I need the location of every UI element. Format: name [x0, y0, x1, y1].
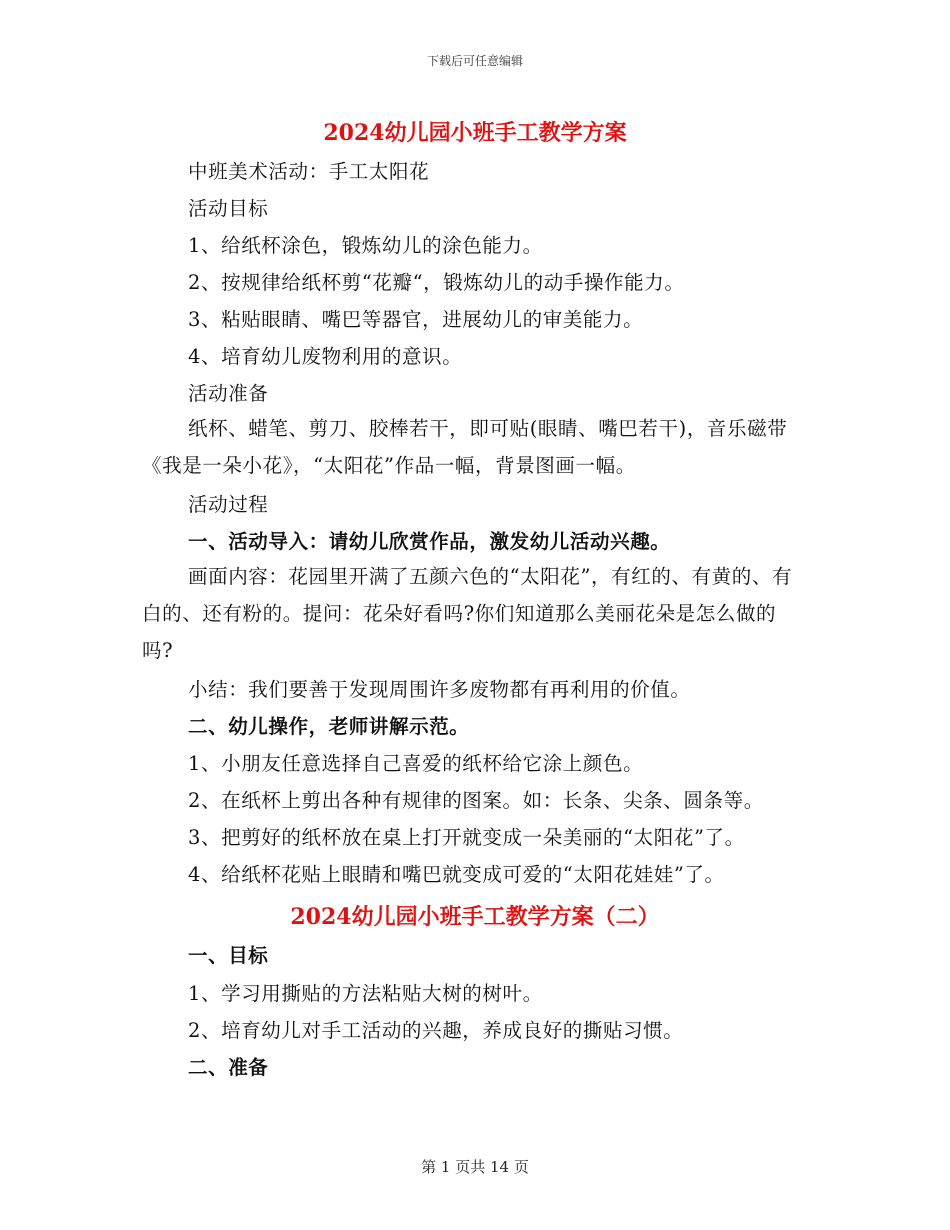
bold-heading: 一、活动导入：请幼儿欣赏作品，激发幼儿活动兴趣。: [188, 530, 671, 553]
section-heading: 活动过程: [188, 493, 269, 516]
section-title: 2024幼儿园小班手工教学方案（二）: [290, 904, 660, 930]
list-item: 1、给纸杯涂色，锻炼幼儿的涂色能力。: [188, 234, 543, 257]
list-item: 3、把剪好的纸杯放在桌上打开就变成一朵美丽的“太阳花”了。: [188, 826, 745, 849]
section-heading: 活动准备: [188, 382, 269, 405]
list-item: 2、培育幼儿对手工活动的兴趣，养成良好的撕贴习惯。: [188, 1019, 684, 1042]
list-item: 1、小朋友任意选择自己喜爱的纸杯给它涂上颜色。: [188, 752, 644, 775]
list-item: 4、培育幼儿废物利用的意识。: [188, 345, 463, 368]
bold-heading: 二、幼儿操作，老师讲解示范。: [188, 715, 470, 738]
paragraph: 画面内容：花园里开满了五颜六色的“太阳花”，有红的、有黄的、有白的、还有粉的。提问：花朵好看吗?你们知道那么美丽花朵是怎么做的吗?: [142, 565, 793, 662]
document-title: 2024幼儿园小班手工教学方案: [323, 120, 627, 146]
list-item: 2、按规律给纸杯剪“花瓣“，锻炼幼儿的动手操作能力。: [188, 271, 685, 294]
section-heading: 活动目标: [188, 197, 269, 220]
paragraph-line: 小结：我们要善于发现周围许多废物都有再利用的价值。: [188, 678, 691, 701]
bold-heading: 一、目标: [188, 944, 269, 967]
list-item: 3、粘贴眼睛、嘴巴等器官，进展幼儿的审美能力。: [188, 308, 644, 331]
bold-heading: 二、准备: [188, 1056, 269, 1079]
list-item: 2、在纸杯上剪出各种有规律的图案。如：长条、尖条、圆条等。: [188, 789, 764, 812]
paragraph: 纸杯、蜡笔、剪刀、胶棒若干，即可贴(眼睛、嘴巴若干)，音乐磁带《我是一朵小花》，“太阳花”作品一幅，背景图画一幅。: [142, 417, 788, 477]
page-footer: 第 1 页共 14 页: [421, 1158, 529, 1176]
list-item: 1、学习用撕贴的方法粘贴大树的树叶。: [188, 982, 543, 1005]
page-header: 下载后可任意编辑: [426, 54, 523, 68]
subtitle: 中班美术活动：手工太阳花: [188, 160, 430, 183]
list-item: 4、给纸杯花贴上眼睛和嘴巴就变成可爱的“太阳花娃娃”了。: [188, 863, 725, 886]
